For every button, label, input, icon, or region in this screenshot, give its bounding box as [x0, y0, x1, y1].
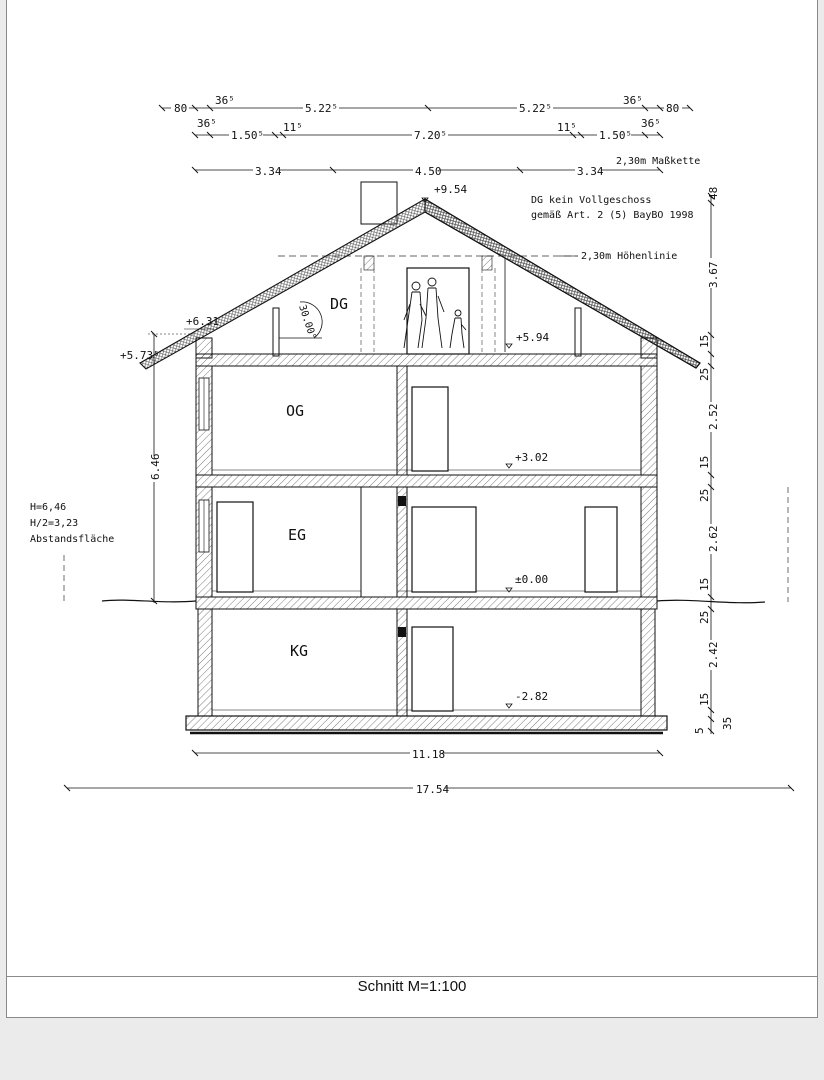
level-dg: +5.94	[516, 331, 550, 344]
right-dimension-chain	[693, 187, 734, 734]
doors	[217, 387, 617, 711]
height-line-note: 2,30m Höhenlinie	[581, 251, 678, 262]
door-eg-left	[217, 502, 253, 592]
abstand-h2: H/2=3,23	[30, 518, 79, 529]
dim-row3-334-right: 3.34	[577, 165, 604, 178]
dim-overall-width: 17.54	[416, 783, 450, 796]
dim-row2-1505-left: 1.50⁵	[231, 129, 265, 142]
dg-note-line1: DG kein Vollgeschoss	[531, 195, 652, 206]
dim-r-15-d: 15	[698, 692, 711, 706]
dg-level	[196, 268, 657, 358]
dim-row2-115-left: 11⁵	[283, 121, 303, 134]
masskette-note: 2,30m Maßkette	[616, 156, 701, 167]
dim-row2-365-left: 36⁵	[197, 117, 217, 130]
dim-365-left: 36⁵	[215, 94, 235, 107]
dim-r-242: 2.42	[707, 641, 720, 668]
left-height-dimension	[146, 331, 162, 604]
level-ridge: +9.54	[434, 183, 468, 196]
foundation-slab	[186, 716, 667, 730]
dim-r-35: 35	[721, 716, 734, 730]
room-kg: KG	[290, 642, 309, 660]
dim-5225-right: 5.22⁵	[519, 102, 553, 115]
dim-r-252: 2.52	[707, 403, 720, 430]
roof-angle: 30.00°	[296, 303, 318, 342]
room-labels	[286, 402, 308, 660]
dim-r-15-c: 15	[698, 577, 711, 591]
dim-80-left: 80	[174, 102, 188, 115]
level-eaves: +6.31	[186, 315, 220, 328]
bottom-dimensions	[64, 747, 794, 796]
dim-365-right: 36⁵	[623, 94, 643, 107]
level-eg: ±0.00	[515, 573, 549, 586]
slab-eg	[196, 597, 657, 609]
level-eaves-outer: +5.73⁵	[120, 349, 160, 362]
dg-note-line2: gemäß Art. 2 (5) BayBO 1998	[531, 210, 694, 221]
dim-r-25-b: 25	[698, 488, 711, 502]
level-og: +3.02	[515, 451, 549, 464]
dim-row2-365-right: 36⁵	[641, 117, 661, 130]
dim-row2-115-right: 11⁵	[557, 121, 577, 134]
door-eg-right	[585, 507, 617, 592]
dim-r-15-a: 15	[698, 334, 711, 348]
dim-r-15-b: 15	[698, 455, 711, 469]
dim-row2-7205: 7.20⁵	[414, 129, 448, 142]
dim-r-5: 5	[693, 727, 706, 734]
kneewall-right	[575, 308, 581, 356]
dim-r-25-a: 25	[698, 367, 711, 381]
room-eg: EG	[288, 526, 307, 544]
dim-row2-1505-right: 1.50⁵	[599, 129, 633, 142]
top-dimension-labels	[171, 94, 700, 178]
slab-og	[196, 475, 657, 487]
slab-dg	[196, 354, 657, 366]
room-og: OG	[286, 402, 305, 420]
level-kg: -2.82	[515, 690, 549, 703]
drawing-title: Schnitt M=1:100	[357, 978, 467, 995]
dim-height-646: 6.46	[149, 453, 162, 480]
abstand-label: Abstandsfläche	[30, 534, 115, 545]
dim-row3-450: 4.50	[415, 165, 442, 178]
dim-5225-left: 5.22⁵	[305, 102, 339, 115]
kneewall-left	[273, 308, 279, 356]
notes	[30, 195, 788, 602]
door-eg-mid	[412, 507, 476, 592]
abstand-h: H=6,46	[30, 502, 67, 513]
dim-r-262: 2.62	[707, 525, 720, 552]
dim-r-367: 3.67	[707, 261, 720, 288]
door-kg	[412, 627, 453, 711]
dim-r-25-c: 25	[698, 610, 711, 624]
chimney-shaft	[361, 487, 397, 597]
dim-building-width: 11.18	[412, 748, 446, 761]
dim-row3-334-left: 3.34	[255, 165, 282, 178]
dim-80-right: 80	[666, 102, 680, 115]
door-og	[412, 387, 448, 471]
room-dg: DG	[330, 295, 349, 313]
dim-r-48: 48	[707, 186, 720, 200]
